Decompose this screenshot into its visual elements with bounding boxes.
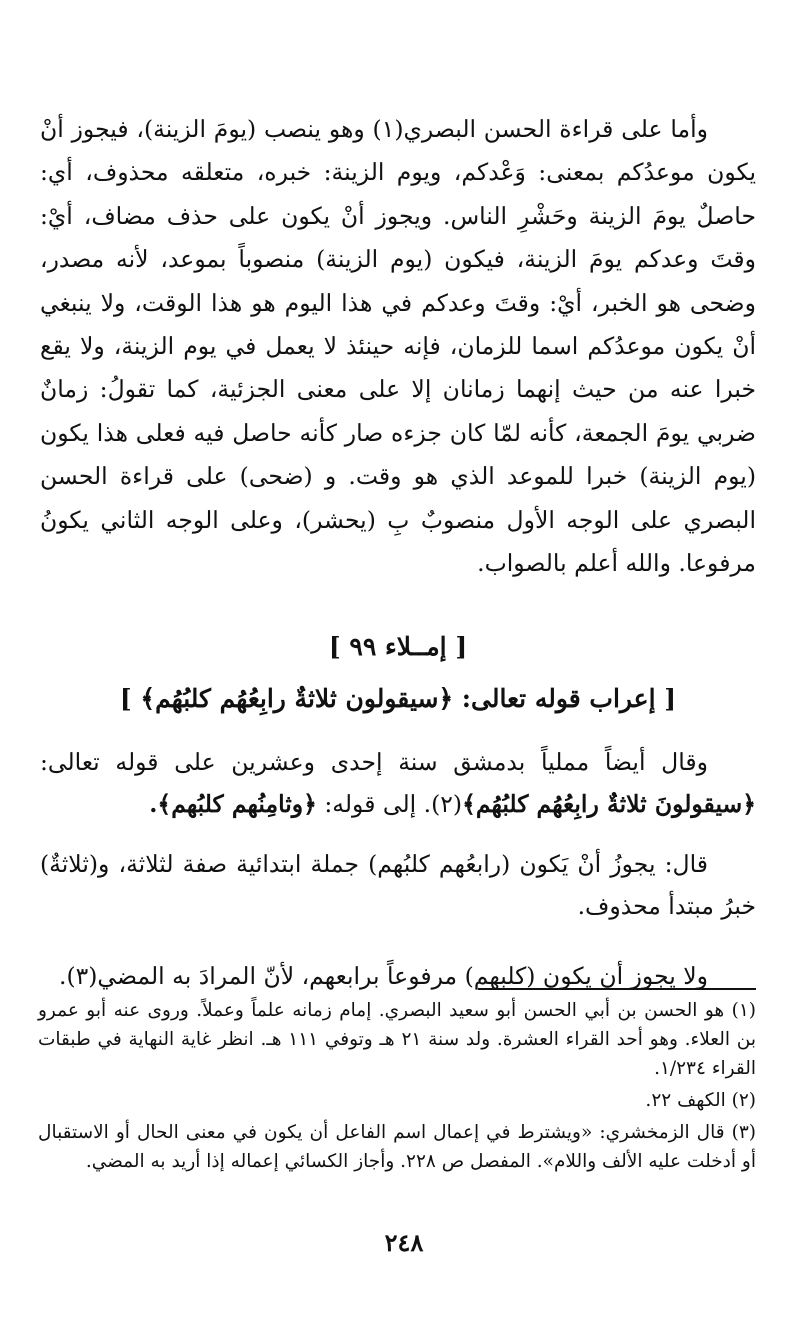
footnote-2: (٢) الكهف ٢٢. [645,1090,756,1111]
footnote-1: (١) هو الحسن بن أبي الحسن أبو سعيد البصري. إمام زمانه علماً وعملاً. وروى عنه أبو عمرو بن العلاء. وهو أحد القراء العشرة. ولد سنة ٢١ هـ وتوفي ١١١ هـ. انظر غاية النهاية في طبقات القراء ١/٢٣٤. [38,1000,756,1079]
imla-heading: [ إمــلاء ٩٩ ] [328,632,468,662]
quran-verse-1: ﴿سيقولونَ ثلاثةٌ رابِعُهُم كلبُهُم﴾ [462,790,756,819]
paragraph-dictation-intro [40,741,756,825]
verse-reference: (٢). إلى قوله: [324,790,463,819]
page-number: ٢٤٨ [384,1228,424,1257]
paragraph-grammar-ruling: قال: يجوزُ أنْ يَكون (رابعُهم كلبُهم) جملة ابتدائية صفة لثلاثة، و(ثلاثةٌ) خبرُ مبتدأ محذوف. [40,850,756,921]
iraab-heading: [ إعراب قوله تعالى: ﴿سيقولون ثلاثةٌ رابِعُهُم كلبُهُم﴾ ] [119,684,677,714]
paragraph-hasan-basri-reading: وأما على قراءة الحسن البصري(١) وهو ينصب (يومَ الزينة)، فيجوز أنْ يكون موعدُكم بمعنى: وَعْدكم، ويوم الزينة: خبره، متعلقه محذوف، أي: حاصلٌ يومَ الزينة وحَشْرِ الناس. ويجوز أنْ يكون على حذف مضاف، أيْ: وقتَ وعدكم يومَ الزينة، فيكون (يوم الزينة) منصوباً بموعد، لأنه مصدر، وضحى هو الخبر، أيْ: وقتَ وعدكم في هذا اليوم هو هذا الوقت، ولا ينبغي أنْ يكون موعدُكم اسما للزمان، فإنه حينئذ لا يعمل في يوم الزينة، ولا يقع خبرا عنه من حيث إنهما زمانان إلا على معنى الجزئية، كما تقولُ: زمانٌ ضربي يومَ الجمعة، كأنه لمّا كان جزءه صار كأنه حاصل فيه فعلى هذا يكون (يوم الزينة) خبرا للموعد الذي هو وقت. و (ضحى) على قراءة الحسن البصري على الوجه الأول منصوبٌ بِ (يحشر)، وعلى الوجه الثاني يكونُ مرفوعا. والله أعلم بالصواب. [40,115,756,578]
footnote-divider [478,988,756,990]
footnotes-section [38,996,756,1179]
footnote-3: (٣) قال الزمخشري: «ويشترط في إعمال اسم الفاعل أن يكون في معنى الحال أو الاستقبال أو أدخلت عليه الألف واللام». المفصل ص ٢٢٨. وأجاز الكسائي إعماله إذا أريد به المضي. [38,1122,756,1172]
paragraph-kalbuhum-ruling: ولا يجوز أن يكون (كلبهم) مرفوعاً برابعهم، لأنّ المرادَ به المضي(٣). [58,962,708,991]
dictation-intro-text: وقال أيضاً مملياً بدمشق سنة إحدى وعشرين على قوله تعالى: [40,748,708,777]
page-body [40,108,756,997]
quran-verse-2: ﴿وثامِنُهم كلبُهم﴾. [149,790,317,819]
